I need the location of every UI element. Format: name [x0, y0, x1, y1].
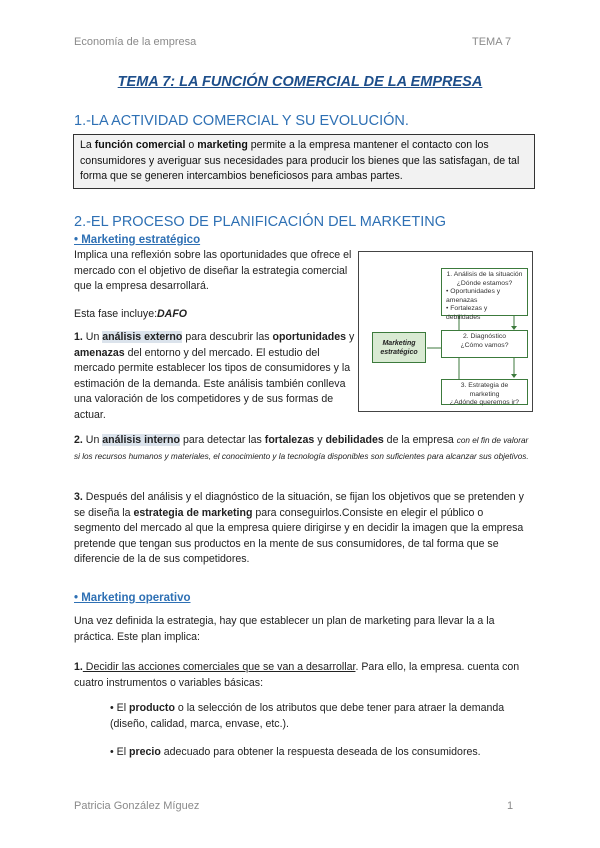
strategic-intro: Implica una reflexión sobre las oportunidades que ofrece el mercado con el objetivo de diseñar la estrategia comercial que la empresa desarrollará.	[74, 249, 352, 293]
operative-intro: Una vez definida la estrategia, hay que establecer un plan de marketing para llevar la a la práctica. Este plan implica:	[74, 615, 495, 643]
external-analysis: 1. Un análisis externo para descubrir las oportunidades y amenazas del entorno y del mercado. El estudio del mercado permite establecer los tipos de consumidores y la estimación de la demanda. Este análisis también conlleva una valoración de los competidores y de sus formas de actuar.	[74, 331, 355, 421]
footer-author: Patricia González Míguez	[74, 800, 200, 812]
diagram-box-diagnosis: 2. Diagnóstico ¿Cómo vamos?	[441, 330, 528, 358]
operative-subheading: • Marketing operativo	[74, 592, 191, 604]
bullet-price: • El precio adecuado para obtener la respuesta deseada de los consumidores.	[110, 746, 481, 758]
internal-analysis: 2. Un análisis interno para detectar las fortalezas y debilidades de la empresa con el fin de valorar si los recursos humanos y materiales, el conocimiento y la tecnología disponibles son suficientes para alcanzar sus objetivos.	[74, 434, 529, 461]
operative-point-1: 1. Decidir las acciones comerciales que se van a desarrollar. Para ello, la empresa. cuenta con cuatro instrumentos o variables básicas:	[74, 661, 520, 689]
section-2-heading: 2.-EL PROCESO DE PLANIFICACIÓN DEL MARKETING	[74, 214, 446, 230]
marketing-diagram	[358, 251, 533, 412]
bullet-product: • El producto o la selección de los atributos que debe tener para atraer la demanda (diseño, calidad, marca, envase, etc.).	[110, 702, 505, 730]
strategic-subheading: • Marketing estratégico	[74, 234, 201, 246]
phase-line: Esta fase incluye:DAFO	[74, 308, 188, 320]
diagram-label: Marketing estratégico	[372, 332, 426, 363]
document-title: TEMA 7: LA FUNCIÓN COMERCIAL DE LA EMPRESA	[117, 74, 483, 90]
diagram-box-strategy: 3. Estrategia de marketing ¿Adónde queremos ir?	[441, 379, 528, 405]
header-subject: Economía de la empresa	[74, 36, 197, 48]
footer-page-number: 1	[507, 800, 514, 812]
header-topic: TEMA 7	[472, 36, 512, 48]
diagram-box-analysis: 1. Análisis de la situación ¿Dónde estamos? • Oportunidades y amenazas • Fortalezas y debilidades	[441, 268, 528, 316]
section-1-heading: 1.-LA ACTIVIDAD COMERCIAL Y SU EVOLUCIÓN.	[74, 113, 409, 129]
definition-box: La función comercial o marketing permite a la empresa mantener el contacto con los consumidores y averiguar sus necesidades para producir los bienes que las satisfagan, de tal forma que se generen intercambios beneficiosos para ambas partes.	[73, 134, 535, 189]
strategy-paragraph: 3. Después del análisis y el diagnóstico de la situación, se fijan los objetivos que se pretenden y se diseña la estrategia de marketing para conseguirlos.Consiste en elegir el público o segmento del mercado al que la empresa quiere dirigirse y en decidir la imagen que la empresa pretende que tengan sus productos en la mente de sus consumidores, de tal forma que se diferencie de la de sus competidores.	[74, 491, 524, 566]
